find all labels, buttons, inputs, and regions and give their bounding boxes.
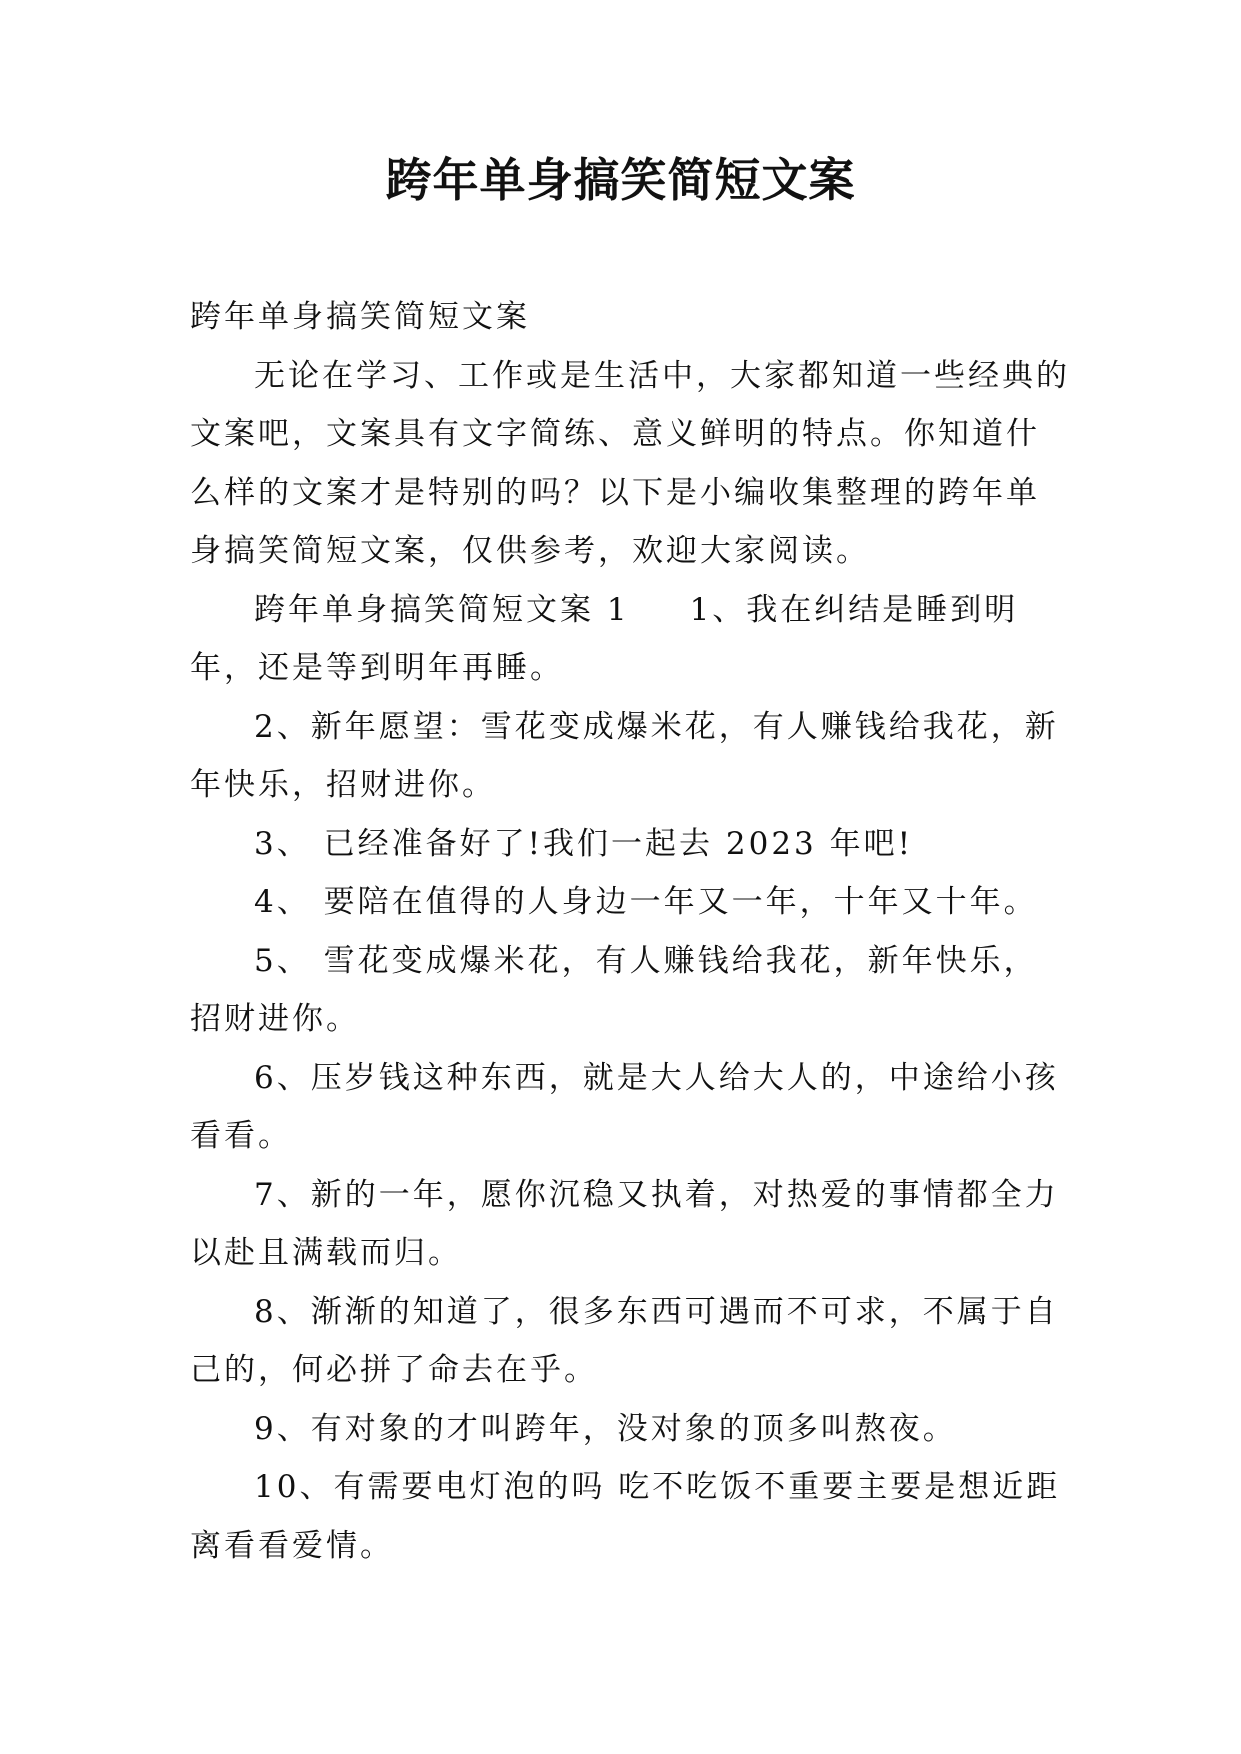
section-heading: 跨年单身搞笑简短文案 1 [254, 591, 630, 628]
list-item: 9、有对象的才叫跨年，没对象的顶多叫熬夜。 [254, 1410, 957, 1447]
list-item: 6、压岁钱这种东西，就是大人给大人的，中途给小孩看看。 [190, 1059, 1059, 1154]
document-title: 跨年单身搞笑简短文案 [385, 153, 856, 207]
list-item: 2、新年愿望：雪花变成爆米花，有人赚钱给我花，新年快乐，招财进你。 [190, 708, 1059, 803]
list-item: 4、 要陪在值得的人身边一年又一年，十年又十年。 [254, 884, 1038, 920]
document-body [190, 288, 1070, 1575]
subtitle-line: 跨年单身搞笑简短文案 [190, 299, 530, 335]
list-item: 10、有需要电灯泡的吗 吃不吃饭不重要主要是想近距离看看爱情。 [190, 1469, 1061, 1564]
intro-paragraph: 无论在学习、工作或是生活中，大家都知道一些经典的文案吧，文案具有文字简练、意义鲜明的特点。你知道什么样的文案才是特别的吗？以下是小编收集整理的跨年单身搞笑简短文案，仅供参考，欢迎大家阅读。 [190, 357, 1070, 569]
list-item: 7、新的一年，愿你沉稳又执着，对热爱的事情都全力以赴且满载而归。 [190, 1176, 1059, 1271]
list-item: 1、我在纠结是睡到明年，还是等到明年再睡。 [190, 591, 1019, 686]
section-first-paragraph [190, 581, 1070, 698]
list-item: 3、 已经准备好了!我们一起去 2023 年吧! [254, 825, 914, 862]
list-item: 5、 雪花变成爆米花，有人赚钱给我花，新年快乐，招财进你。 [190, 942, 1038, 1037]
list-item: 8、渐渐的知道了，很多东西可遇而不可求，不属于自己的，何必拼了命去在乎。 [190, 1293, 1059, 1388]
